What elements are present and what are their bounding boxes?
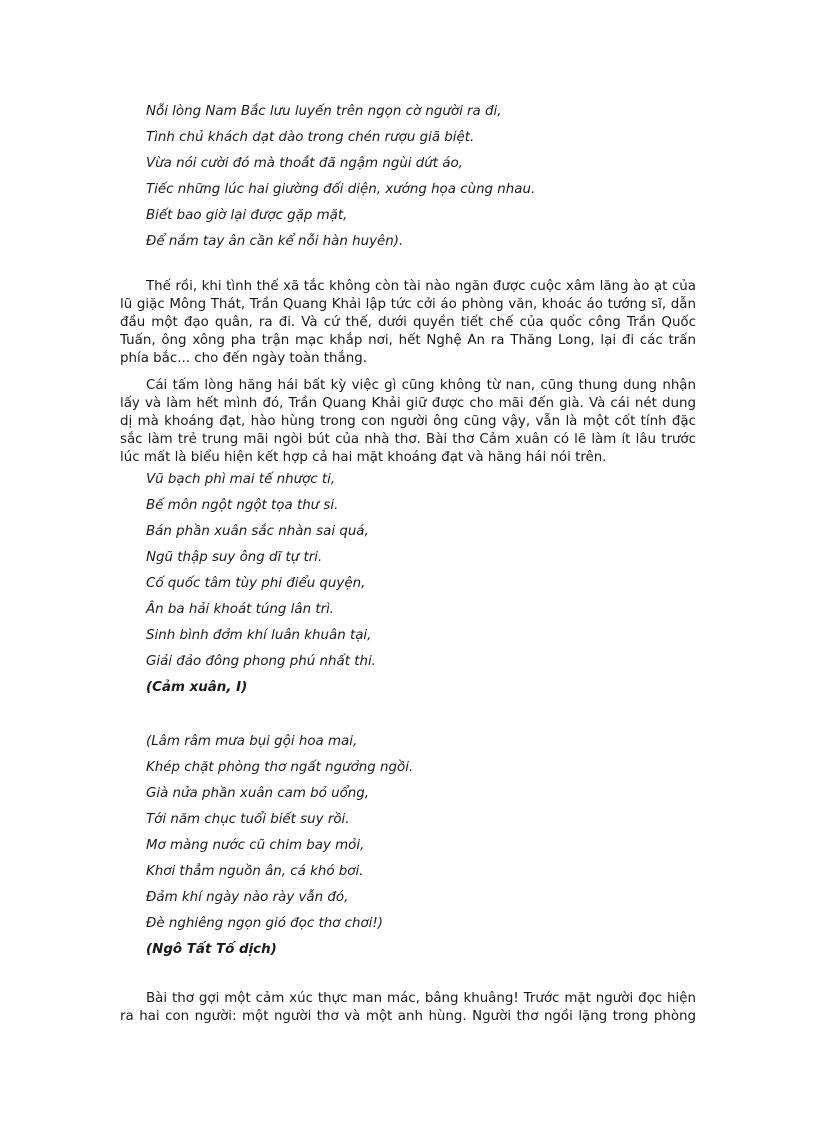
verse-line: Biết bao giờ lại được gặp mặt, xyxy=(146,208,348,223)
verse-line: Đảm khí ngày nào rày vẫn đó, xyxy=(146,890,349,905)
paragraph xyxy=(120,278,696,368)
verse-line: Mơ màng nước cũ chim bay mỏi, xyxy=(146,838,365,853)
paragraph xyxy=(120,377,696,467)
verse-line: Đè nghiêng ngọn gió đọc thơ chơi!) xyxy=(146,916,383,931)
paragraph-line: dị mà khoáng đạt, hào hùng trong con người ông cũng vậy, vẫn là một cốt tính đặc xyxy=(120,413,696,429)
verse-line: Vũ bạch phì mai tế nhược ti, xyxy=(146,472,336,487)
verse-line: Bế môn ngột ngột tọa thư si. xyxy=(146,498,339,513)
paragraph-line: Tuấn, ông xông pha trận mạc khắp nơi, hết Nghệ An ra Thăng Long, lại đi các trấn xyxy=(120,332,696,348)
paragraph-line: đầu một đạo quân, ra đi. Và cứ thế, dưới quyền tiết chế của quốc công Trần Quốc xyxy=(120,314,696,330)
verse-line: Vừa nói cười đó mà thoắt đã ngậm ngùi dứt áo, xyxy=(146,156,463,171)
paragraph-line: Bài thơ gợi một cảm xúc thực man mác, bâng khuâng! Trước mặt người đọc hiện xyxy=(146,991,696,1006)
paragraph-line: lấy và làm hết mình đó, Trần Quang Khải giữ được cho mãi đến già. Và cái nét dung xyxy=(120,395,696,411)
verse-line: Giải đảo đông phong phú nhất thi. xyxy=(146,654,376,669)
verse-line: Nỗi lòng Nam Bắc lưu luyến trên ngọn cờ người ra đi, xyxy=(146,104,502,119)
verse-line: Tình chủ khách dạt dào trong chén rượu giã biệt. xyxy=(146,130,475,145)
paragraph-line: Cái tấm lòng hăng hái bất kỳ việc gì cũng không từ nan, cũng thung dung nhận xyxy=(146,378,696,393)
paragraph xyxy=(120,990,696,1026)
paragraph-line: sắc làm trẻ trung mãi ngòi bút của nhà thơ. Bài thơ Cảm xuân có lẽ làm ít lâu trước xyxy=(120,431,696,447)
paragraph-line: lúc mất là biểu hiện kết hợp cả hai mặt khoáng đạt và hăng hái nói trên. xyxy=(120,449,607,465)
verse-line: Để nắm tay ân cần kể nỗi hàn huyên). xyxy=(146,234,404,249)
verse-line: (Lâm râm mưa bụi gội hoa mai, xyxy=(146,734,358,749)
verse-line: Ngũ thập suy ông dĩ tự tri. xyxy=(146,550,323,565)
paragraph-line: lũ giặc Mông Thát, Trần Quang Khải lập tức cởi áo phòng văn, khoác áo tướng sĩ, dẫn xyxy=(120,296,696,312)
verse-line: Khơi thẳm nguồn ân, cá khó bơi. xyxy=(146,864,364,879)
verse-line: Khép chặt phòng thơ ngất ngưởng ngồi. xyxy=(146,760,414,775)
verse-line: Tới năm chục tuổi biết suy rồi. xyxy=(146,812,350,827)
verse-line: Sinh bình đởm khí luân khuân tại, xyxy=(146,628,372,643)
verse-line: Tiếc những lúc hai giường đối diện, xướng họa cùng nhau. xyxy=(146,182,536,197)
verse-line: Ân ba hải khoát túng lân trì. xyxy=(146,602,335,617)
paragraph-line: Thế rồi, khi tình thế xã tắc không còn tài nào ngăn được cuộc xâm lăng ào ạt của xyxy=(146,279,696,294)
verse-line: Bán phần xuân sắc nhàn sai quá, xyxy=(146,524,369,539)
verse-line: Già nửa phần xuân cam bỏ uổng, xyxy=(146,786,370,801)
paragraph-line: ra hai con người: một người thơ và một anh hùng. Người thơ ngồi lặng trong phòng xyxy=(120,1008,696,1024)
poem-caption: (Cảm xuân, I) xyxy=(146,680,248,695)
paragraph-line: phía bắc... cho đến ngày toàn thắng. xyxy=(120,350,367,366)
verse-line: Cố quốc tâm tùy phi điểu quyện, xyxy=(146,576,366,591)
translation-caption: (Ngô Tất Tố dịch) xyxy=(146,942,277,957)
